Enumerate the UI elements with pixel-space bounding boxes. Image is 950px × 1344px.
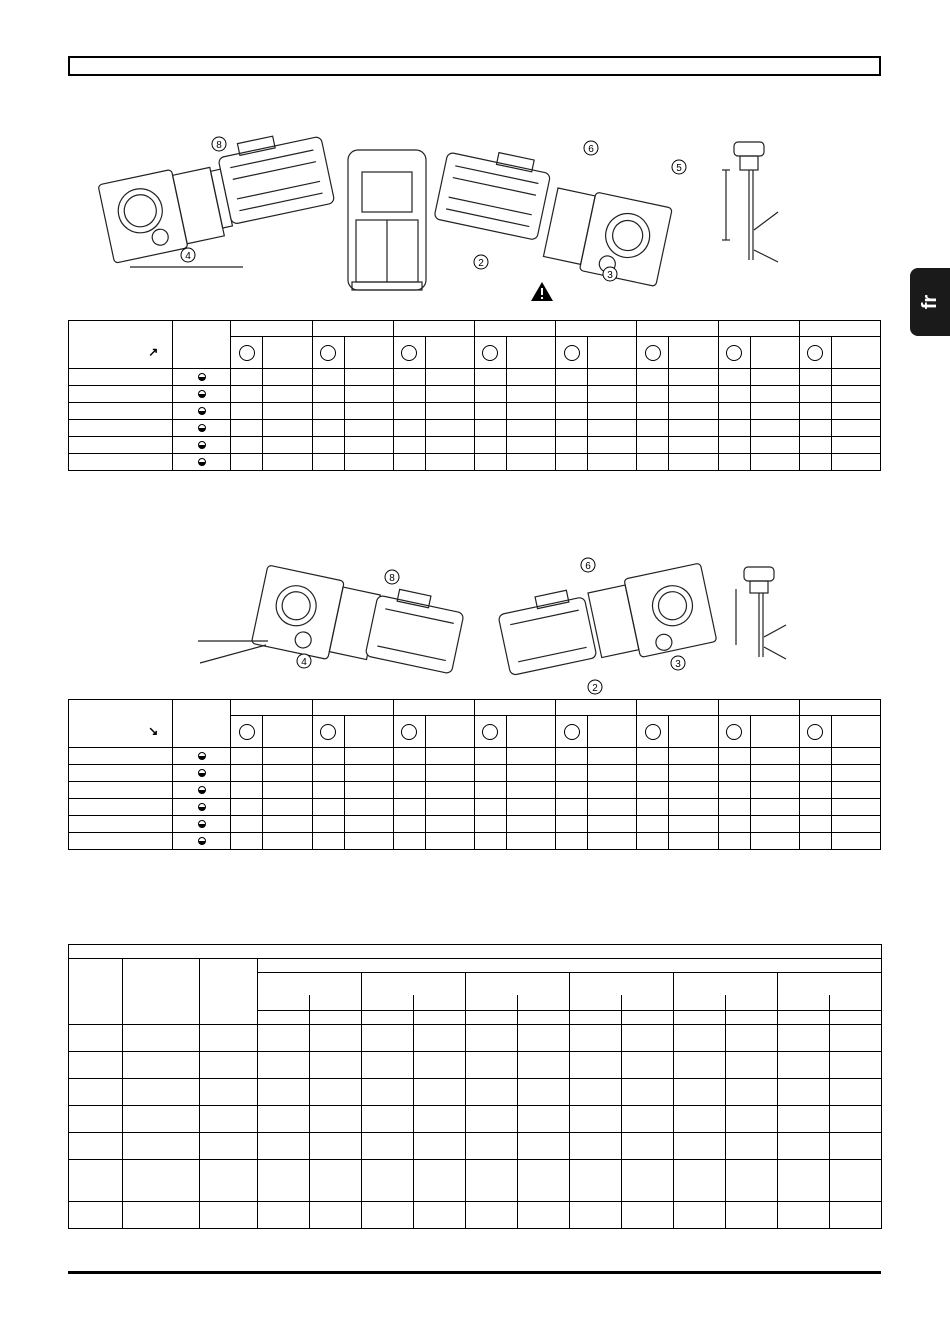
header-box [68,56,881,76]
table-row [69,765,881,782]
oil-level-icon [198,424,206,432]
position-circle [320,345,336,361]
position-circle [239,724,255,740]
table-row [69,1202,882,1229]
gearbox-left-view [98,159,235,263]
motor-right [434,142,553,240]
table-row [69,748,881,765]
table-row [69,369,881,386]
gearbox-figure-2 [68,535,881,695]
callout-4: 4 [185,251,191,262]
mounting-arrow-icon: ↘ [148,723,159,738]
oil-level-icon [198,752,206,760]
table-row [69,782,881,799]
dipstick-drawing [722,142,778,262]
header-type-cell [69,700,173,748]
header-type-cell [69,321,173,369]
table-row [69,799,881,816]
table-row [69,1025,882,1052]
table-row [69,420,881,437]
position-circle [564,345,580,361]
oil-level-icon [198,458,206,466]
callout-3: 3 [675,659,681,670]
motor-left [216,130,335,225]
oil-level-icon [198,769,206,777]
oil-level-icon [198,407,206,415]
callout-6: 6 [588,144,594,155]
oil-level-icon [198,803,206,811]
table-row [69,816,881,833]
table-row [69,454,881,471]
position-circle [320,724,336,740]
gearbox-front-view [348,150,426,290]
warning-triangle-icon [531,282,553,301]
position-circle [401,345,417,361]
table-row [69,1052,882,1079]
position-circle [482,724,498,740]
callout-8: 8 [216,140,222,151]
callout-6: 6 [585,561,591,572]
callout-4: 4 [301,657,307,668]
position-circle [726,345,742,361]
table-row [69,1106,882,1133]
gearbox-right-view-2 [587,563,717,665]
oil-level-icon [198,390,206,398]
language-tab-label: fr [918,294,941,310]
gearbox-figure-1 [68,130,881,310]
callout-2: 2 [592,683,598,694]
callout-8: 8 [389,573,395,584]
table-row [69,437,881,454]
table-row [69,386,881,403]
callout-3: 3 [607,270,613,281]
position-circle [645,724,661,740]
table-row [69,1133,882,1160]
oil-level-icon [198,820,206,828]
position-circle [807,345,823,361]
callout-2: 2 [478,258,484,269]
table-row [69,403,881,420]
position-circle [482,345,498,361]
language-tab[interactable] [910,268,950,336]
oil-table-1 [68,320,881,471]
gearbox-left-view-2 [251,565,381,667]
oil-level-icon [198,441,206,449]
motor-right-2 [496,587,597,676]
position-circle [807,724,823,740]
position-circle [239,345,255,361]
lubricant-table [68,944,882,1229]
oil-level-icon [198,837,206,845]
oil-level-icon [198,373,206,381]
position-circle [564,724,580,740]
table-row [69,1160,882,1202]
table-row [69,1079,882,1106]
oil-table-2 [68,699,881,850]
footer-rule [68,1271,881,1274]
motor-left-2 [365,585,466,674]
dipstick-drawing-2 [736,567,786,659]
position-circle [401,724,417,740]
oil-level-icon [198,786,206,794]
table-row [69,833,881,850]
position-circle [726,724,742,740]
callout-5: 5 [676,163,682,174]
mounting-arrow-icon: ↗ [148,344,159,359]
position-circle [645,345,661,361]
